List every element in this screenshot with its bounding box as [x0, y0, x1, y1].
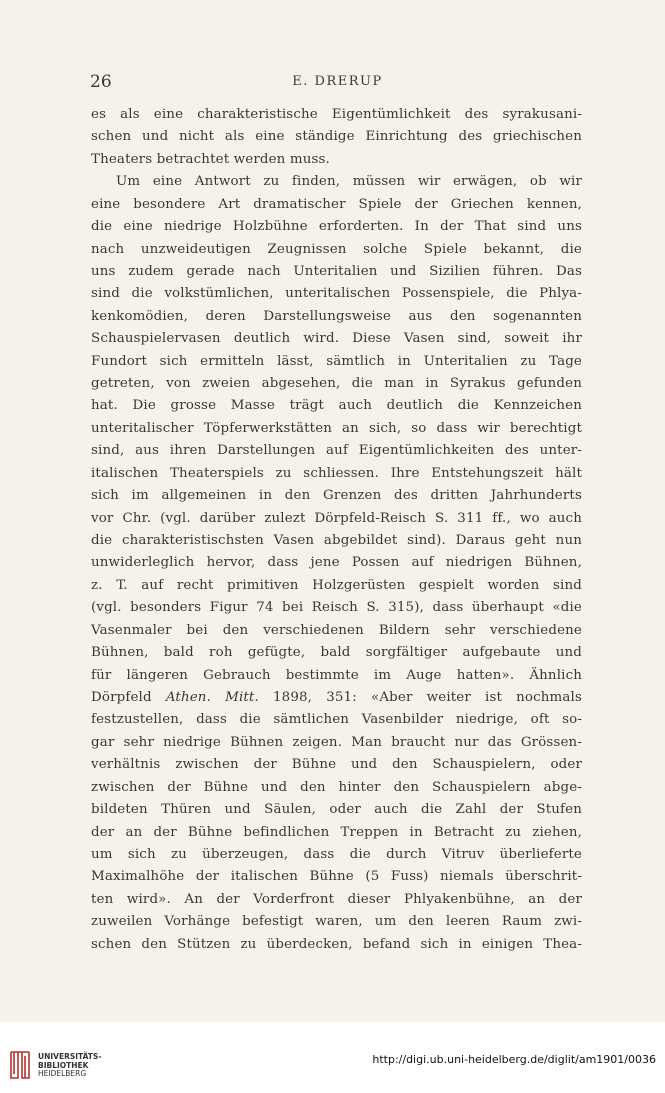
text-line: sind, aus ihren Darstellungen auf Eigentümlichkeiten des unter- [91, 443, 582, 459]
text-line: sind die volkstümlichen, unteritalischen Possenspiele, die Phlya- [91, 286, 582, 302]
text-line: festzustellen, dass die sämtlichen Vasenbilder niedrige, oft so- [91, 712, 582, 728]
text-line: gar sehr niedrige Bühnen zeigen. Man braucht nur das Grössen- [91, 734, 582, 750]
text-line: zwischen der Bühne und den hinter den Schauspielern abge- [91, 779, 582, 795]
text-line-with-citation [91, 687, 582, 709]
text-line: hat. Die grosse Masse trägt auch deutlich die Kennzeichen [91, 398, 582, 414]
text-line: es als eine charakteristische Eigentümlichkeit des syrakusani- [91, 107, 582, 122]
text-line: italischen Theaterspiels zu schliessen. Ihre Entstehungszeit hält [91, 465, 582, 481]
text-fragment: Dörpfeld [91, 689, 166, 705]
text-line: der an der Bühne befindlichen Treppen in Betracht zu ziehen, [91, 824, 582, 840]
text-line: schen den Stützen zu überdecken, befand sich in einigen Thea- [91, 936, 582, 952]
text-line: zuweilen Vorhänge befestigt waren, um den leeren Raum zwi- [91, 914, 582, 930]
text-line: die charakteristischsten Vasen abgebildet sind). Daraus geht nun [91, 533, 582, 549]
running-head: E. DRERUP [292, 74, 383, 89]
library-name-line: BIBLIOTHEK [38, 1060, 89, 1070]
text-line: eine besondere Art dramatischer Spiele der Griechen kennen, [91, 196, 582, 212]
permalink-url[interactable]: http://digi.ub.uni-heidelberg.de/diglit/am1901/0036 [372, 1053, 656, 1066]
page-header [90, 72, 585, 92]
text-line: Fundort sich ermitteln lässt, sämtlich in Unteritalien zu Tage [91, 353, 582, 369]
text-line: sich im allgemeinen in den Grenzen des dritten Jahrhunderts [91, 488, 582, 504]
text-line: z. T. auf recht primitiven Holzgerüsten gespielt worden sind [91, 577, 582, 593]
text-line: die eine niedrige Holzbühne erforderten. In der That sind uns [91, 219, 582, 235]
text-line: vor Chr. (vgl. darüber zulezt Dörpfeld-Reisch S. 311 ff., wo auch [91, 510, 582, 526]
text-line: Maximalhöhe der italischen Bühne (5 Fuss) niemals überschrit- [91, 869, 582, 885]
text-line: kenkomödien, deren Darstellungsweise aus den sogenannten [91, 308, 582, 324]
library-name-line: HEIDELBERG [38, 1069, 87, 1078]
text-line: nach unzweideutigen Zeugnissen solche Spiele bekannt, die [91, 241, 582, 257]
library-name-line: UNIVERSITÄTS- [38, 1052, 102, 1061]
text-line: verhältnis zwischen der Bühne und den Schauspielern, oder [91, 757, 582, 773]
ub-heidelberg-logo-icon [8, 1048, 32, 1082]
text-line: (vgl. besonders Figur 74 bei Reisch S. 315), dass überhaupt «die [91, 600, 582, 616]
text-line: bildeten Thüren und Säulen, oder auch die Zahl der Stufen [91, 802, 582, 818]
text-line: für längeren Gebrauch bestimmte im Auge hatten». Ähnlich [91, 667, 582, 683]
text-line: Vasenmaler bei den verschiedenen Bildern sehr verschiedene [91, 622, 582, 638]
text-line: Theaters betrachtet werden muss. [91, 151, 330, 167]
body-text [91, 104, 582, 956]
text-fragment: 1898, 351: «Aber weiter ist nochmals [258, 689, 582, 705]
journal-citation: Athen. Mitt. [165, 689, 259, 705]
page-number: 26 [90, 72, 112, 92]
text-line: getreten, von zweien abgesehen, die man in Syrakus gefunden [91, 376, 582, 392]
text-line: ten wird». An der Vorderfront dieser Phlyakenbühne, an der [91, 891, 582, 907]
text-line: Um eine Antwort zu finden, müssen wir erwägen, ob wir [116, 174, 582, 190]
text-line: uns zudem gerade nach Unteritalien und Sizilien führen. Das [91, 263, 582, 279]
text-line: um sich zu überzeugen, dass die durch Vitruv überlieferte [91, 846, 582, 862]
text-line: unwiderleglich hervor, dass jene Possen auf niedrigen Bühnen, [91, 555, 582, 571]
library-name [38, 1053, 101, 1079]
text-line: schen und nicht als eine ständige Einrichtung des griechischen [91, 129, 582, 145]
text-line: Bühnen, bald roh gefügte, bald sorgfältiger aufgebaute und [91, 645, 582, 661]
text-line: unteritalischer Töpferwerkstätten an sich, so dass wir berechtigt [91, 420, 582, 436]
text-line: Schauspielervasen deutlich wird. Diese Vasen sind, soweit ihr [91, 331, 582, 347]
